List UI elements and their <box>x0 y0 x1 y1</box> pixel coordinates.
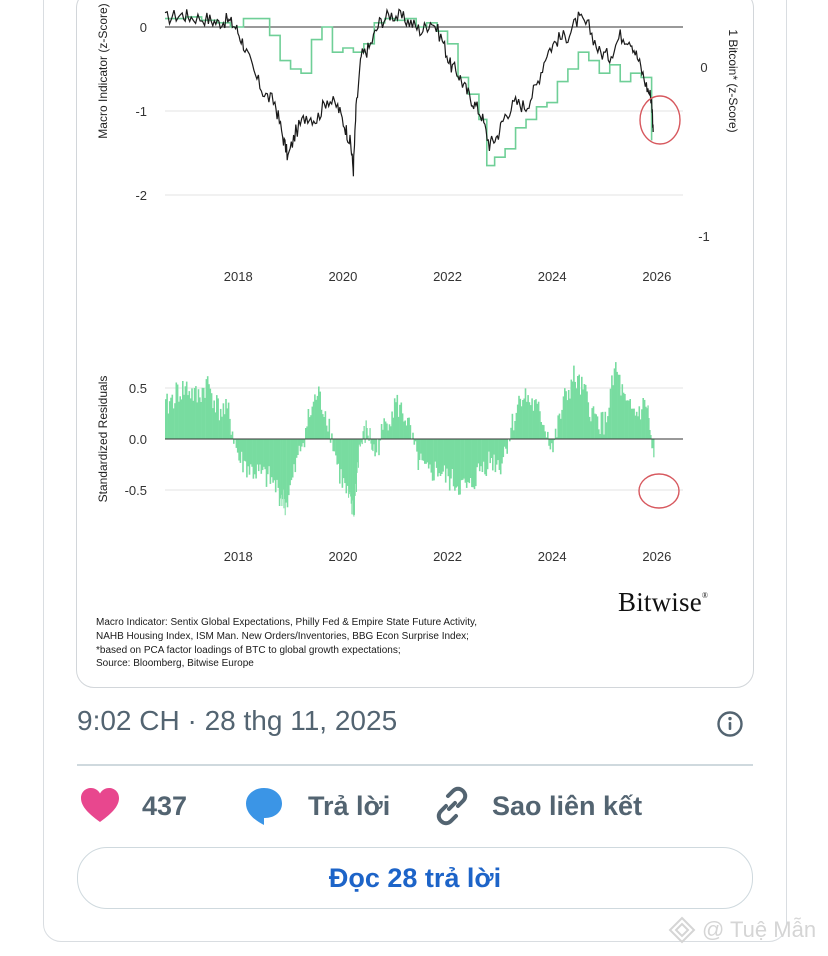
residual-bar <box>463 439 465 479</box>
residual-bar <box>448 439 450 476</box>
footnote-line: NAHB Housing Index, ISM Man. New Orders/Inventories, BBG Econ Surprise Index; <box>96 630 469 642</box>
residual-bar <box>302 439 304 443</box>
y-axis-label-right: 1 Bitcoin* (z-Score) <box>726 29 740 133</box>
y-tick-label: 0.5 <box>128 381 147 396</box>
reply-label: Trả lời <box>308 790 391 821</box>
like-count: 437 <box>142 790 188 821</box>
reply-button[interactable] <box>242 780 390 832</box>
residual-bar <box>376 439 378 452</box>
residual-bar <box>399 405 401 439</box>
residual-bar <box>285 439 287 503</box>
bitcoin-series-line <box>165 17 652 166</box>
link-icon <box>430 784 474 828</box>
residual-bar <box>369 428 370 439</box>
residual-bar <box>334 439 336 451</box>
x-tick-label: 2020 <box>328 549 358 564</box>
macro-bitcoin-chart <box>77 0 753 687</box>
y-tick-label: -0.5 <box>124 483 147 498</box>
x-tick-label: 2018 <box>223 269 253 284</box>
residual-bar <box>544 431 546 439</box>
residual-bar <box>331 433 333 439</box>
footnote-line: Macro Indicator: Sentix Global Expectations, Philly Fed & Empire State Future Activity, <box>96 617 478 628</box>
residual-bar <box>329 419 331 439</box>
x-tick-label: 2022 <box>433 549 463 564</box>
y-axis-label-left: Macro Indicator (z-Score) <box>96 3 110 139</box>
residual-bar <box>221 417 223 439</box>
post-timestamp[interactable]: 9:02 CH · 28 thg 11, 2025 <box>77 705 398 736</box>
y-tick-label: 0.0 <box>128 432 147 447</box>
heart-icon <box>78 784 122 828</box>
residual-bar <box>642 398 644 439</box>
residual-bar <box>496 439 498 465</box>
residual-bar <box>378 439 380 455</box>
residual-bar <box>189 391 191 439</box>
residual-bar <box>173 408 175 439</box>
residual-bar <box>365 439 366 443</box>
like-button[interactable] <box>78 780 187 832</box>
residual-bar <box>232 432 234 440</box>
residual-bar <box>383 418 385 439</box>
annotation-circle <box>639 474 679 508</box>
divider <box>77 764 753 766</box>
residual-bar <box>318 387 320 440</box>
residual-bar <box>610 389 612 439</box>
residual-bar <box>330 439 332 443</box>
x-tick-label: 2024 <box>537 269 567 284</box>
residual-bar <box>593 406 595 439</box>
footnote-line: Source: Bloomberg, Bitwise Europe <box>96 658 254 670</box>
watermark-text: @ Tuệ Mẫn <box>702 917 817 942</box>
x-tick-label: 2020 <box>328 269 358 284</box>
y-right-tick-label: 0 <box>700 60 708 75</box>
bitwise-logo: Bitwise® <box>618 587 709 617</box>
residual-bar <box>480 439 482 466</box>
diamond-logo-icon <box>668 916 696 944</box>
copy-link-button[interactable] <box>430 780 642 832</box>
x-tick-label: 2018 <box>223 549 253 564</box>
residual-bar <box>254 439 256 474</box>
reply-bubble-icon <box>242 784 286 828</box>
residual-bar <box>577 376 579 439</box>
residual-bar <box>650 435 651 439</box>
residual-bar <box>412 433 414 439</box>
macro-indicator-series-line <box>165 9 653 176</box>
y-tick-label: 0 <box>139 20 147 35</box>
y-tick-label: -2 <box>135 188 147 203</box>
residual-bar <box>362 439 363 444</box>
info-icon[interactable] <box>716 710 744 738</box>
residual-bar <box>432 439 434 481</box>
residual-bar <box>204 398 206 439</box>
tweet-media-image[interactable] <box>76 0 754 688</box>
residual-bar <box>410 425 412 439</box>
annotation-circle <box>640 96 680 144</box>
residual-bar <box>270 439 272 484</box>
x-tick-label: 2022 <box>433 269 463 284</box>
action-bar <box>0 780 828 832</box>
footnote-line: *based on PCA factor loadings of BTC to global growth expectations; <box>96 644 401 656</box>
x-tick-label: 2026 <box>642 269 672 284</box>
y-right-tick-label: -1 <box>698 229 710 244</box>
residual-bar <box>561 410 563 439</box>
y-axis-label: Standardized Residuals <box>96 375 110 503</box>
residual-bar <box>367 436 368 439</box>
residual-bar <box>513 430 515 439</box>
residual-bar <box>547 432 549 439</box>
residual-bar <box>506 439 508 454</box>
residual-bar <box>237 439 239 453</box>
watermark <box>668 915 816 945</box>
residual-bar <box>304 439 306 447</box>
copy-link-label: Sao liên kết <box>492 790 643 821</box>
residual-bar <box>625 401 627 440</box>
y-tick-label: -1 <box>135 104 147 119</box>
residual-bar <box>552 439 554 452</box>
residual-bar <box>529 402 531 439</box>
x-tick-label: 2024 <box>537 549 567 564</box>
residual-bar <box>364 426 365 439</box>
read-replies-button[interactable]: Đọc 28 trả lời <box>77 847 753 909</box>
chart-footnote <box>96 616 696 671</box>
x-tick-label: 2026 <box>642 549 672 564</box>
residual-bar <box>653 439 654 457</box>
